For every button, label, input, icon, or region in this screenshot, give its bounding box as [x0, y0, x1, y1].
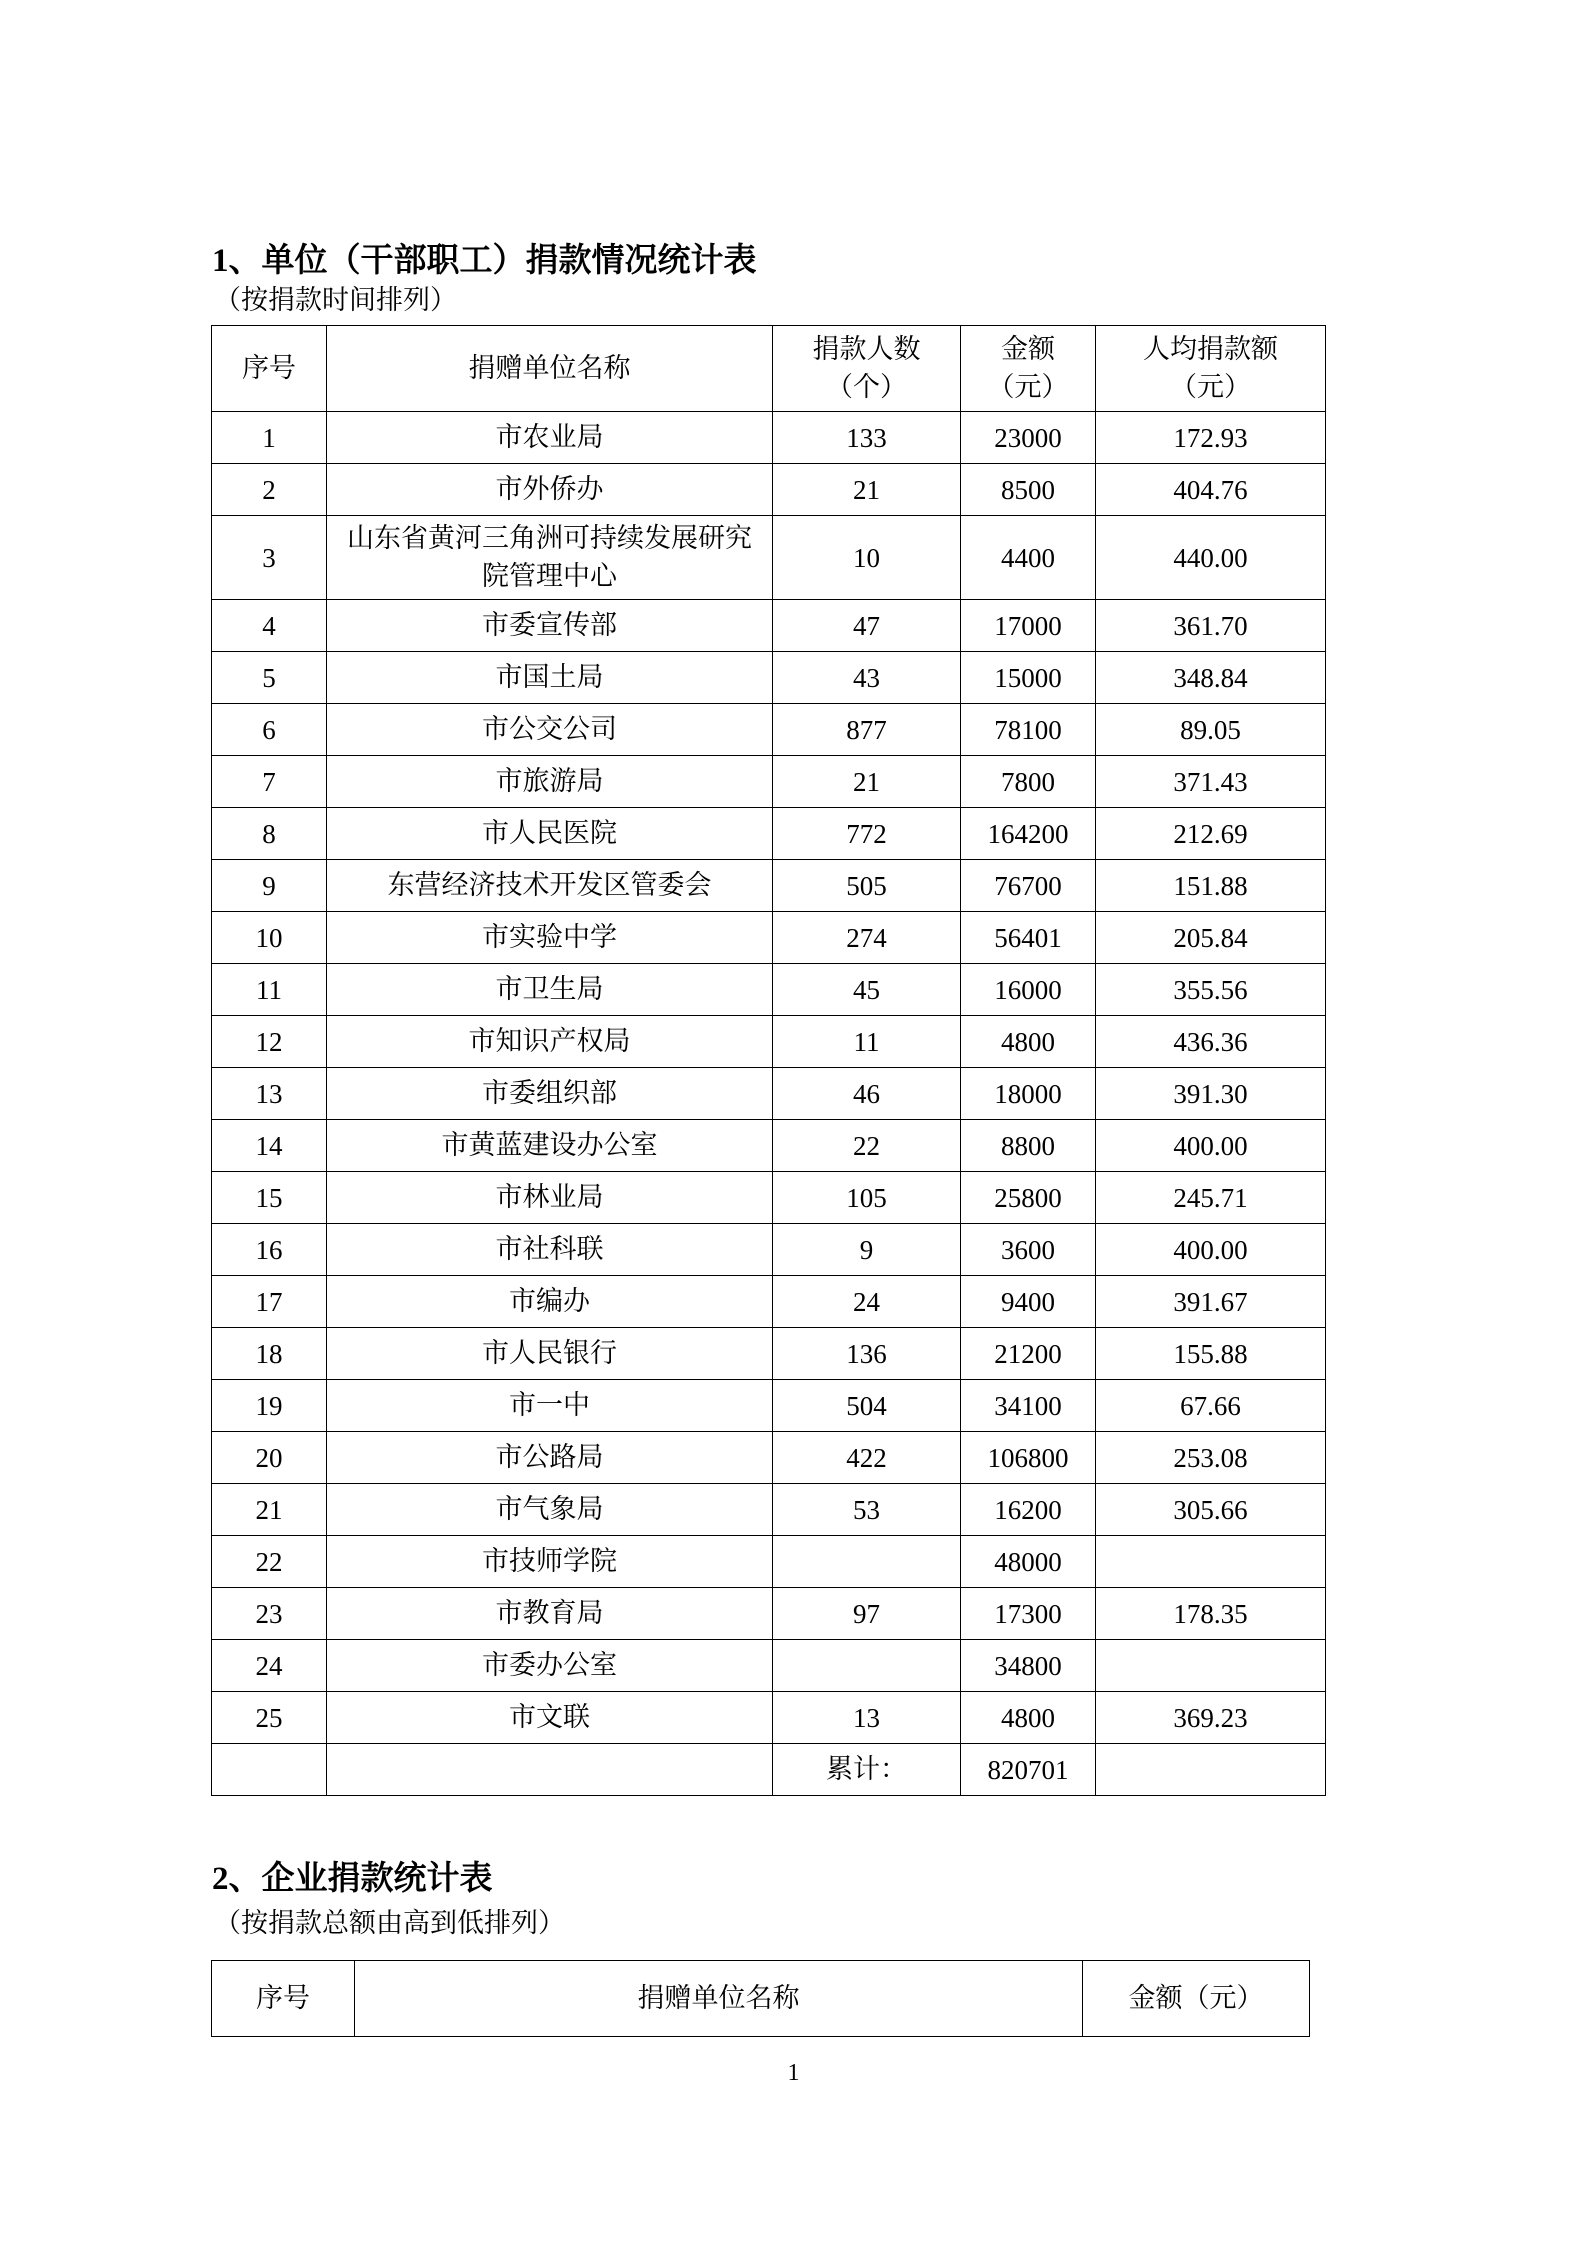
cell-average: 305.66 — [1096, 1484, 1326, 1536]
cell-index: 9 — [212, 860, 327, 912]
cell-unit-name: 市委组织部 — [327, 1068, 773, 1120]
cell-index: 2 — [212, 464, 327, 516]
cell-amount: 25800 — [961, 1172, 1096, 1224]
header-average — [1096, 326, 1326, 412]
table-header-row — [212, 326, 1326, 412]
cell-index: 21 — [212, 1484, 327, 1536]
cell-unit-name: 市农业局 — [327, 412, 773, 464]
table-row — [212, 1588, 1326, 1640]
header-amount-line1: 金额 — [1001, 333, 1055, 365]
header-amount — [961, 326, 1096, 412]
table-row — [212, 600, 1326, 652]
cell-average: 361.70 — [1096, 600, 1326, 652]
cell-index: 1 — [212, 412, 327, 464]
cell-average: 404.76 — [1096, 464, 1326, 516]
cell-index: 24 — [212, 1640, 327, 1692]
cell-donor-count: 43 — [773, 652, 961, 704]
cell-donor-count: 11 — [773, 1016, 961, 1068]
header-index: 序号 — [212, 1961, 355, 2037]
cell-amount: 23000 — [961, 412, 1096, 464]
cell-index: 22 — [212, 1536, 327, 1588]
cell-unit-name: 市旅游局 — [327, 756, 773, 808]
cell-amount: 48000 — [961, 1536, 1096, 1588]
cell-index: 4 — [212, 600, 327, 652]
cell-amount: 21200 — [961, 1328, 1096, 1380]
cell-amount: 78100 — [961, 704, 1096, 756]
cell-unit-name: 市人民银行 — [327, 1328, 773, 1380]
cell-average: 440.00 — [1096, 516, 1326, 600]
cell-donor-count: 9 — [773, 1224, 961, 1276]
cell-index: 20 — [212, 1432, 327, 1484]
cell-amount: 56401 — [961, 912, 1096, 964]
cell-index: 25 — [212, 1692, 327, 1744]
table-row — [212, 1536, 1326, 1588]
cell-average: 151.88 — [1096, 860, 1326, 912]
table-total-row — [212, 1744, 1326, 1796]
cell-unit-name: 东营经济技术开发区管委会 — [327, 860, 773, 912]
cell-index: 5 — [212, 652, 327, 704]
cell-index: 12 — [212, 1016, 327, 1068]
header-index: 序号 — [212, 326, 327, 412]
cell-unit-name: 市技师学院 — [327, 1536, 773, 1588]
header-unit-name: 捐赠单位名称 — [355, 1961, 1083, 2037]
cell-average: 400.00 — [1096, 1224, 1326, 1276]
cell-unit-name: 市教育局 — [327, 1588, 773, 1640]
cell-donor-count: 505 — [773, 860, 961, 912]
total-empty-index — [212, 1744, 327, 1796]
cell-index: 7 — [212, 756, 327, 808]
cell-average: 253.08 — [1096, 1432, 1326, 1484]
cell-donor-count: 10 — [773, 516, 961, 600]
cell-unit-name: 市公路局 — [327, 1432, 773, 1484]
cell-amount: 34800 — [961, 1640, 1096, 1692]
table-row — [212, 1640, 1326, 1692]
table-header-row — [212, 1961, 1310, 2037]
page-number: 1 — [787, 2060, 800, 2086]
cell-unit-name: 市人民医院 — [327, 808, 773, 860]
cell-amount: 16200 — [961, 1484, 1096, 1536]
table-row — [212, 1276, 1326, 1328]
table-row — [212, 1120, 1326, 1172]
cell-donor-count: 22 — [773, 1120, 961, 1172]
cell-average: 212.69 — [1096, 808, 1326, 860]
cell-average: 348.84 — [1096, 652, 1326, 704]
header-donor-count-line2: （个） — [826, 371, 907, 403]
header-amount-line2: （元） — [987, 371, 1069, 403]
header-average-line2: （元） — [1170, 371, 1251, 403]
cell-unit-name: 市知识产权局 — [327, 1016, 773, 1068]
cell-unit-name: 市一中 — [327, 1380, 773, 1432]
cell-index: 3 — [212, 516, 327, 600]
cell-amount: 164200 — [961, 808, 1096, 860]
cell-average: 436.36 — [1096, 1016, 1326, 1068]
cell-donor-count: 422 — [773, 1432, 961, 1484]
header-donor-count — [773, 326, 961, 412]
table-row — [212, 912, 1326, 964]
cell-donor-count: 133 — [773, 412, 961, 464]
cell-unit-name: 市委宣传部 — [327, 600, 773, 652]
header-amount: 金额（元） — [1083, 1961, 1310, 2037]
cell-amount: 4400 — [961, 516, 1096, 600]
cell-index: 23 — [212, 1588, 327, 1640]
cell-average: 400.00 — [1096, 1120, 1326, 1172]
cell-amount: 8500 — [961, 464, 1096, 516]
cell-donor-count: 47 — [773, 600, 961, 652]
cell-unit-name: 市外侨办 — [327, 464, 773, 516]
cell-amount: 7800 — [961, 756, 1096, 808]
cell-donor-count: 97 — [773, 1588, 961, 1640]
cell-index: 17 — [212, 1276, 327, 1328]
table-row — [212, 1224, 1326, 1276]
cell-index: 15 — [212, 1172, 327, 1224]
cell-amount: 9400 — [961, 1276, 1096, 1328]
cell-donor-count: 772 — [773, 808, 961, 860]
cell-amount: 76700 — [961, 860, 1096, 912]
cell-average: 172.93 — [1096, 412, 1326, 464]
cell-index: 11 — [212, 964, 327, 1016]
cell-index: 14 — [212, 1120, 327, 1172]
cell-average — [1096, 1640, 1326, 1692]
section2-title: 2、企业捐款统计表 — [212, 1861, 493, 1897]
cell-unit-name: 市文联 — [327, 1692, 773, 1744]
table-row — [212, 1692, 1326, 1744]
cell-unit-name: 山东省黄河三角洲可持续发展研究院管理中心 — [327, 516, 773, 600]
cell-donor-count — [773, 1640, 961, 1692]
cell-donor-count: 53 — [773, 1484, 961, 1536]
section1-sort-note: （按捐款时间排列） — [214, 285, 457, 316]
cell-unit-name: 市黄蓝建设办公室 — [327, 1120, 773, 1172]
cell-unit-name: 市编办 — [327, 1276, 773, 1328]
cell-amount: 34100 — [961, 1380, 1096, 1432]
cell-average: 371.43 — [1096, 756, 1326, 808]
cell-donor-count: 21 — [773, 756, 961, 808]
table-row — [212, 1068, 1326, 1120]
total-label: 累计： — [773, 1744, 961, 1796]
cell-unit-name: 市国土局 — [327, 652, 773, 704]
cell-unit-name: 市实验中学 — [327, 912, 773, 964]
cell-donor-count: 877 — [773, 704, 961, 756]
enterprise-donation-table — [211, 1960, 1310, 2037]
table-row — [212, 756, 1326, 808]
table-row — [212, 808, 1326, 860]
cell-unit-name: 市卫生局 — [327, 964, 773, 1016]
section1-title: 1、单位（干部职工）捐款情况统计表 — [212, 243, 757, 279]
table-row — [212, 704, 1326, 756]
cell-unit-name: 市公交公司 — [327, 704, 773, 756]
cell-unit-name: 市气象局 — [327, 1484, 773, 1536]
table-row — [212, 652, 1326, 704]
table-row — [212, 860, 1326, 912]
table-row — [212, 1432, 1326, 1484]
cell-average: 391.67 — [1096, 1276, 1326, 1328]
cell-unit-name: 市社科联 — [327, 1224, 773, 1276]
table-row — [212, 1328, 1326, 1380]
cell-index: 8 — [212, 808, 327, 860]
cell-index: 10 — [212, 912, 327, 964]
cell-average: 155.88 — [1096, 1328, 1326, 1380]
total-empty-name — [327, 1744, 773, 1796]
cell-amount: 106800 — [961, 1432, 1096, 1484]
total-empty-average — [1096, 1744, 1326, 1796]
cell-amount: 8800 — [961, 1120, 1096, 1172]
cell-donor-count: 504 — [773, 1380, 961, 1432]
cell-average: 67.66 — [1096, 1380, 1326, 1432]
cell-average: 391.30 — [1096, 1068, 1326, 1120]
cell-donor-count: 24 — [773, 1276, 961, 1328]
total-value: 820701 — [961, 1744, 1096, 1796]
table-row — [212, 1016, 1326, 1068]
cell-index: 16 — [212, 1224, 327, 1276]
cell-unit-name: 市委办公室 — [327, 1640, 773, 1692]
cell-donor-count: 274 — [773, 912, 961, 964]
cell-amount: 18000 — [961, 1068, 1096, 1120]
cell-donor-count: 136 — [773, 1328, 961, 1380]
cell-donor-count: 45 — [773, 964, 961, 1016]
table-row — [212, 412, 1326, 464]
table-row — [212, 1380, 1326, 1432]
cell-donor-count: 105 — [773, 1172, 961, 1224]
table-row — [212, 516, 1326, 600]
cell-average: 205.84 — [1096, 912, 1326, 964]
section2-sort-note: （按捐款总额由高到低排列） — [214, 1908, 565, 1939]
cell-index: 13 — [212, 1068, 327, 1120]
cell-index: 6 — [212, 704, 327, 756]
table-row — [212, 1484, 1326, 1536]
cell-average: 245.71 — [1096, 1172, 1326, 1224]
cell-index: 19 — [212, 1380, 327, 1432]
cell-amount: 4800 — [961, 1692, 1096, 1744]
cell-unit-name: 市林业局 — [327, 1172, 773, 1224]
cell-amount: 17000 — [961, 600, 1096, 652]
cell-average — [1096, 1536, 1326, 1588]
cell-donor-count: 13 — [773, 1692, 961, 1744]
cell-average: 369.23 — [1096, 1692, 1326, 1744]
cell-donor-count: 46 — [773, 1068, 961, 1120]
cell-average: 355.56 — [1096, 964, 1326, 1016]
cell-average: 89.05 — [1096, 704, 1326, 756]
cell-amount: 16000 — [961, 964, 1096, 1016]
unit-donation-table — [211, 325, 1326, 1796]
cell-index: 18 — [212, 1328, 327, 1380]
header-average-line1: 人均捐款额 — [1143, 333, 1278, 365]
table-row — [212, 1172, 1326, 1224]
cell-amount: 3600 — [961, 1224, 1096, 1276]
header-unit-name: 捐赠单位名称 — [327, 326, 773, 412]
table-row — [212, 964, 1326, 1016]
cell-donor-count — [773, 1536, 961, 1588]
table-row — [212, 464, 1326, 516]
cell-amount: 15000 — [961, 652, 1096, 704]
header-donor-count-line1: 捐款人数 — [812, 333, 921, 365]
cell-amount: 17300 — [961, 1588, 1096, 1640]
cell-average: 178.35 — [1096, 1588, 1326, 1640]
cell-donor-count: 21 — [773, 464, 961, 516]
cell-amount: 4800 — [961, 1016, 1096, 1068]
